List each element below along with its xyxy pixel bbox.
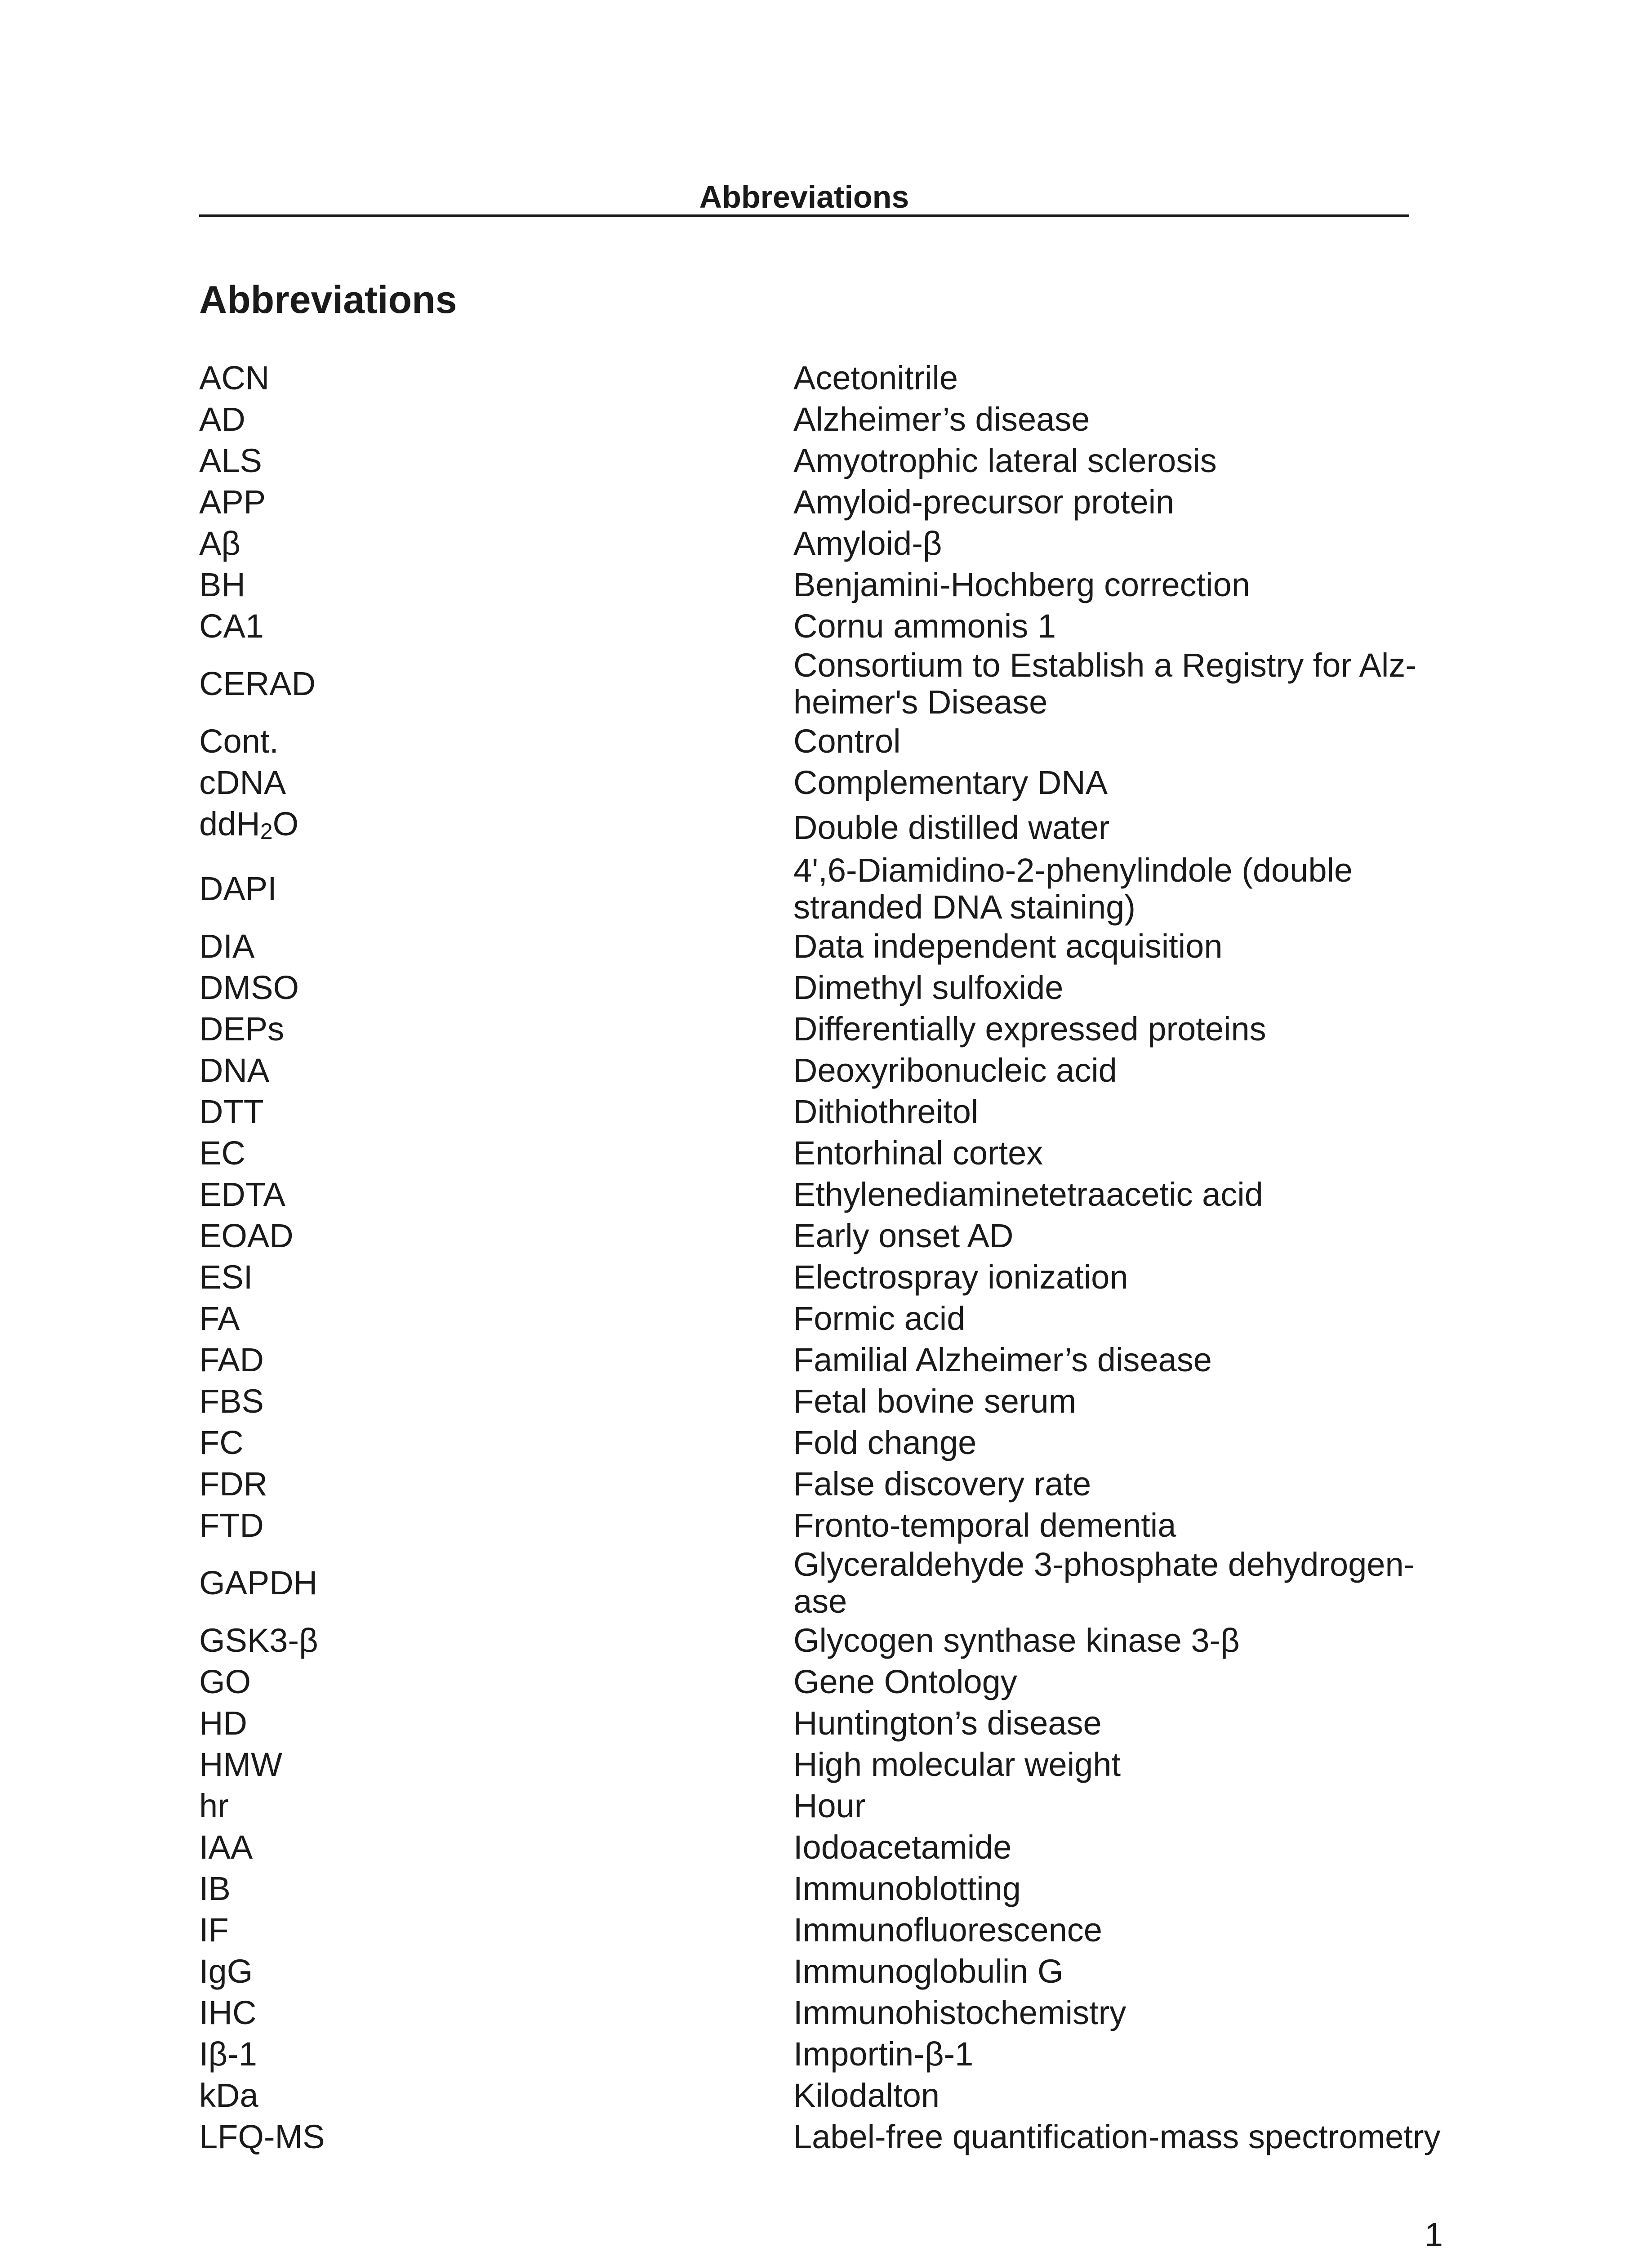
abbreviation-term: GAPDH bbox=[199, 1564, 318, 1601]
abbreviation-definition: Control bbox=[793, 723, 901, 760]
abbreviation-term: IgG bbox=[199, 1953, 253, 1990]
abbreviation-definition: Formic acid bbox=[793, 1300, 966, 1337]
abbreviation-term: FAD bbox=[199, 1341, 264, 1378]
abbreviation-definition: Hour bbox=[793, 1787, 866, 1824]
abbreviation-definition: Immunofluorescence bbox=[793, 1911, 1102, 1949]
abbreviation-definition: Amyloid-β bbox=[793, 525, 942, 562]
abbreviation-term: ESI bbox=[199, 1258, 253, 1296]
abbreviation-row-ddh2o bbox=[199, 803, 1449, 852]
abbreviation-row-cerad bbox=[199, 647, 1449, 721]
abbreviation-definition: Huntington’s disease bbox=[793, 1704, 1102, 1742]
abbreviation-definition: Complementary DNA bbox=[793, 764, 1108, 801]
abbreviation-row-esi bbox=[199, 1257, 1449, 1298]
section-heading: Abbreviations bbox=[199, 278, 457, 321]
abbreviation-term: DAPI bbox=[199, 870, 277, 907]
term-main: ddH bbox=[199, 805, 260, 843]
abbreviation-term: HD bbox=[199, 1704, 247, 1742]
abbreviation-definition: Fold change bbox=[793, 1424, 977, 1461]
abbreviation-term: ALS bbox=[199, 442, 262, 479]
abbreviation-definition bbox=[793, 647, 1449, 721]
abbreviation-term: DNA bbox=[199, 1052, 270, 1089]
abbreviation-row-hmw bbox=[199, 1744, 1449, 1785]
abbreviation-row-fc bbox=[199, 1422, 1449, 1463]
abbreviation-definition: Immunoglobulin G bbox=[793, 1953, 1064, 1990]
abbreviation-definition: Deoxyribonucleic acid bbox=[793, 1052, 1117, 1089]
abbreviation-row-ihc bbox=[199, 1992, 1449, 2034]
abbreviation-row-cdna bbox=[199, 762, 1449, 803]
abbreviation-row-hd bbox=[199, 1703, 1449, 1744]
abbreviation-definition: Familial Alzheimer’s disease bbox=[793, 1341, 1212, 1378]
abbreviation-term: CA1 bbox=[199, 607, 264, 645]
abbreviation-definition: Gene Ontology bbox=[793, 1663, 1017, 1700]
abbreviation-definition: Dithiothreitol bbox=[793, 1093, 979, 1130]
abbreviation-term: DIA bbox=[199, 928, 255, 965]
abbreviation-term: Cont. bbox=[199, 723, 279, 760]
abbreviation-row-ib bbox=[199, 1868, 1449, 1909]
abbreviation-row-ad bbox=[199, 399, 1449, 440]
abbreviation-row-go bbox=[199, 1661, 1449, 1703]
definition-line: stranded DNA staining) bbox=[793, 888, 1135, 926]
abbreviation-row-gapdh bbox=[199, 1546, 1449, 1620]
abbreviation-row-dna bbox=[199, 1050, 1449, 1091]
abbreviation-row-dtt bbox=[199, 1091, 1449, 1133]
abbreviation-definition: Benjamini-Hochberg correction bbox=[793, 566, 1250, 603]
abbreviation-definition: Double distilled water bbox=[793, 809, 1110, 846]
abbreviation-term bbox=[199, 803, 793, 852]
abbreviation-term: FDR bbox=[199, 1465, 268, 1503]
abbreviation-definition: Dimethyl sulfoxide bbox=[793, 969, 1064, 1006]
abbreviation-row-dmso bbox=[199, 967, 1449, 1008]
abbreviation-term: BH bbox=[199, 566, 245, 603]
definition-line: 4',6-Diamidino-2-phenylindole (double bbox=[793, 852, 1353, 889]
abbreviation-row-dapi bbox=[199, 852, 1449, 926]
abbreviation-row-ec bbox=[199, 1133, 1449, 1174]
abbreviation-term: AD bbox=[199, 401, 245, 438]
abbreviation-definition: Immunohistochemistry bbox=[793, 1994, 1127, 2031]
abbreviation-term: EOAD bbox=[199, 1217, 294, 1254]
abbreviation-term: HMW bbox=[199, 1746, 282, 1783]
abbreviation-row-ca1 bbox=[199, 606, 1449, 647]
abbreviation-definition: Entorhinal cortex bbox=[793, 1134, 1043, 1172]
abbreviation-row-fad bbox=[199, 1339, 1449, 1381]
abbreviation-term: hr bbox=[199, 1787, 229, 1824]
abbreviation-definition: Fetal bovine serum bbox=[793, 1383, 1077, 1420]
abbreviation-definition: Data independent acquisition bbox=[793, 928, 1223, 965]
abbreviation-definition: Label-free quantification-mass spectrometry bbox=[793, 2118, 1441, 2155]
abbreviation-definition: Early onset AD bbox=[793, 1217, 1014, 1254]
abbreviation-definition: Amyloid-precursor protein bbox=[793, 483, 1175, 521]
abbreviation-term: Iβ-1 bbox=[199, 2035, 257, 2073]
abbreviation-row-kda bbox=[199, 2075, 1449, 2116]
abbreviation-row-ftd bbox=[199, 1505, 1449, 1546]
abbreviation-term: IHC bbox=[199, 1994, 257, 2031]
abbreviation-term: EC bbox=[199, 1134, 245, 1172]
abbreviation-term: LFQ-MS bbox=[199, 2118, 325, 2155]
abbreviation-definition: Electrospray ionization bbox=[793, 1258, 1128, 1296]
abbreviation-row-fbs bbox=[199, 1381, 1449, 1422]
abbreviation-definition bbox=[793, 852, 1449, 926]
abbreviation-list bbox=[199, 357, 1449, 2158]
abbreviation-term: GO bbox=[199, 1663, 251, 1700]
abbreviation-row-ibeta-1 bbox=[199, 2034, 1449, 2075]
abbreviation-term: DTT bbox=[199, 1093, 264, 1130]
abbreviation-row-deps bbox=[199, 1008, 1449, 1050]
abbreviation-term: IB bbox=[199, 1870, 231, 1907]
abbreviation-definition: High molecular weight bbox=[793, 1746, 1121, 1783]
abbreviation-definition: Fronto-temporal dementia bbox=[793, 1507, 1176, 1544]
definition-line: Glyceraldehyde 3-phosphate dehydrogen- bbox=[793, 1546, 1415, 1583]
abbreviation-definition: Differentially expressed proteins bbox=[793, 1010, 1266, 1048]
abbreviation-row-abeta bbox=[199, 523, 1449, 564]
abbreviation-definition: False discovery rate bbox=[793, 1465, 1091, 1503]
abbreviation-term: FTD bbox=[199, 1507, 264, 1544]
abbreviation-row-lfq-ms bbox=[199, 2116, 1449, 2158]
abbreviation-definition: Acetonitrile bbox=[793, 359, 958, 397]
abbreviation-definition: Iodoacetamide bbox=[793, 1829, 1012, 1866]
abbreviation-row-igg bbox=[199, 1951, 1449, 1992]
abbreviation-row-edta bbox=[199, 1174, 1449, 1215]
abbreviation-row-bh bbox=[199, 564, 1449, 606]
definition-line: Consortium to Establish a Registry for Alz- bbox=[793, 647, 1416, 684]
abbreviation-term: CERAD bbox=[199, 665, 316, 702]
abbreviation-definition: Glycogen synthase kinase 3-β bbox=[793, 1622, 1240, 1659]
abbreviation-term: GSK3-β bbox=[199, 1622, 318, 1659]
abbreviation-term: FBS bbox=[199, 1383, 264, 1420]
abbreviation-term: EDTA bbox=[199, 1176, 285, 1213]
abbreviation-term: DMSO bbox=[199, 969, 299, 1006]
abbreviation-row-als bbox=[199, 440, 1449, 482]
abbreviation-row-dia bbox=[199, 926, 1449, 967]
abbreviation-row-eoad bbox=[199, 1215, 1449, 1257]
abbreviation-term: APP bbox=[199, 483, 266, 521]
abbreviation-term: Aβ bbox=[199, 525, 240, 562]
abbreviation-row-app bbox=[199, 482, 1449, 523]
abbreviation-definition: Amyotrophic lateral sclerosis bbox=[793, 442, 1217, 479]
abbreviation-term: cDNA bbox=[199, 764, 286, 801]
term-subscript: 2 bbox=[260, 819, 273, 844]
definition-line: heimer's Disease bbox=[793, 683, 1048, 721]
abbreviation-row-hr bbox=[199, 1785, 1449, 1827]
abbreviation-definition: Ethylenediaminetetraacetic acid bbox=[793, 1176, 1263, 1213]
abbreviation-row-fa bbox=[199, 1298, 1449, 1339]
abbreviation-definition: Importin-β-1 bbox=[793, 2035, 974, 2073]
abbreviation-term: IF bbox=[199, 1911, 229, 1949]
abbreviation-term: FC bbox=[199, 1424, 244, 1461]
abbreviation-row-acn bbox=[199, 357, 1449, 399]
abbreviation-definition bbox=[793, 1546, 1449, 1620]
abbreviation-term: IAA bbox=[199, 1829, 253, 1866]
definition-line: ase bbox=[793, 1583, 847, 1620]
abbreviation-row-if bbox=[199, 1909, 1449, 1951]
abbreviation-definition: Immunoblotting bbox=[793, 1870, 1021, 1907]
abbreviation-term: kDa bbox=[199, 2077, 258, 2114]
page-number: 1 bbox=[1424, 2216, 1443, 2248]
abbreviation-definition: Alzheimer’s disease bbox=[793, 401, 1090, 438]
abbreviation-row-iaa bbox=[199, 1827, 1449, 1868]
abbreviation-term: DEPs bbox=[199, 1010, 285, 1048]
abbreviation-term: ACN bbox=[199, 359, 270, 397]
term-end: O bbox=[272, 805, 299, 843]
abbreviation-row-fdr bbox=[199, 1463, 1449, 1505]
abbreviation-row-gsk3-beta bbox=[199, 1620, 1449, 1661]
abbreviation-definition: Cornu ammonis 1 bbox=[793, 607, 1056, 645]
abbreviation-definition: Kilodalton bbox=[793, 2077, 940, 2114]
abbreviation-term: FA bbox=[199, 1300, 240, 1337]
abbreviation-row-cont bbox=[199, 721, 1449, 762]
running-header: Abbreviations bbox=[199, 177, 1409, 217]
